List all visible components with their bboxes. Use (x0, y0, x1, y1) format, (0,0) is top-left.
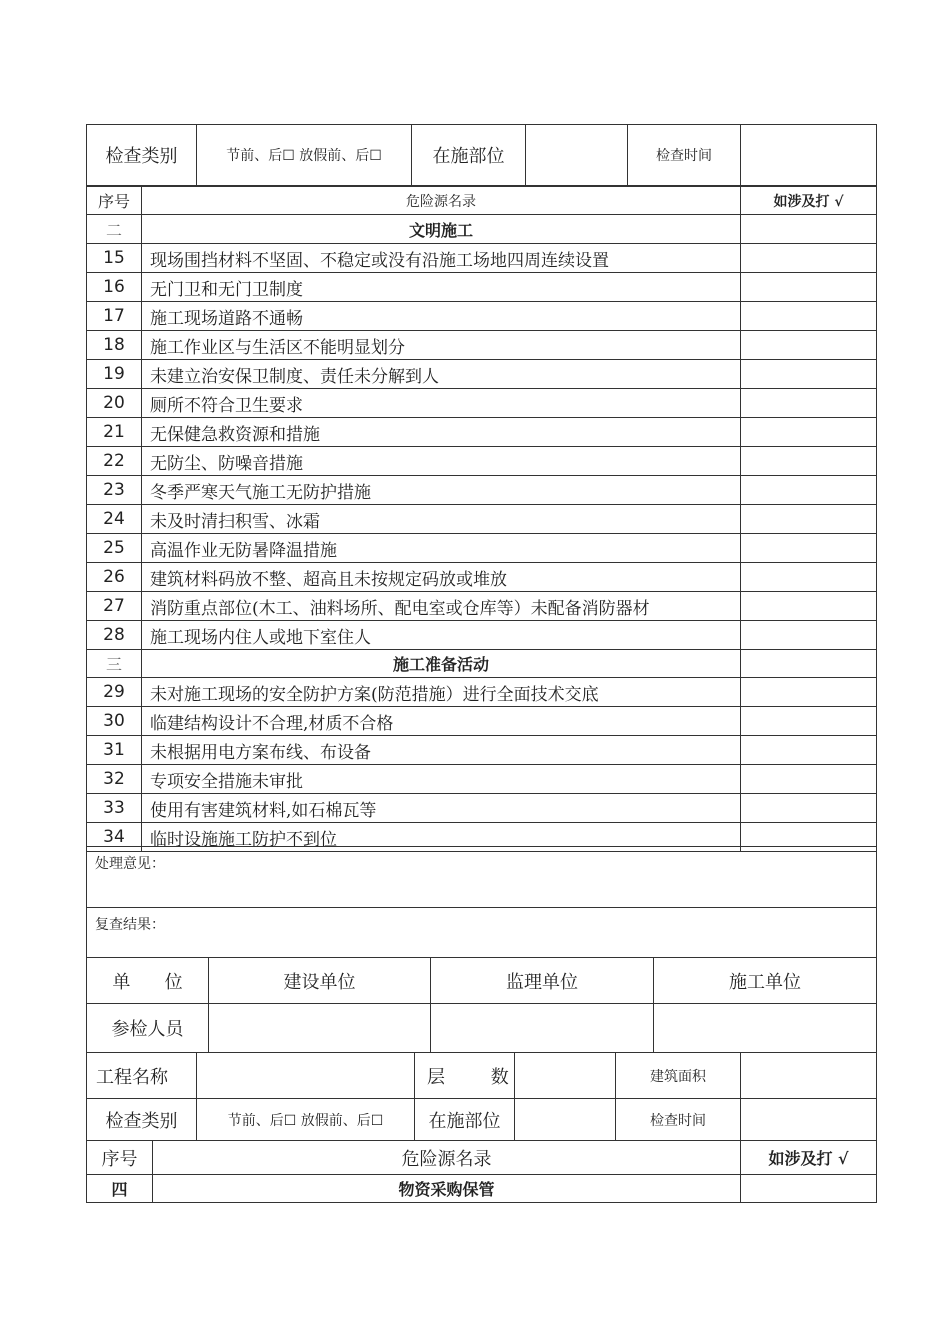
location-field[interactable] (515, 1099, 616, 1141)
hazard-number: 18 (87, 331, 142, 360)
hazard-description: 建筑材料码放不整、超高且未按规定码放或堆放 (142, 563, 741, 592)
review-field[interactable] (87, 908, 877, 958)
mark-cell[interactable] (741, 447, 877, 476)
owner-unit: 建设单位 (209, 958, 431, 1004)
unit-label: 单 位 (87, 958, 209, 1004)
contractor-participants-field[interactable] (654, 1004, 877, 1053)
mark-cell[interactable] (741, 273, 877, 302)
hazard-number: 20 (87, 389, 142, 418)
hazard-row (87, 505, 877, 534)
hazard-row (87, 244, 877, 273)
hazard-description: 施工现场内住人或地下室住人 (142, 621, 741, 650)
owner-participants-field[interactable] (209, 1004, 431, 1053)
mark-cell[interactable] (741, 418, 877, 447)
hazard-list-table (86, 186, 877, 852)
participants-label: 参检人员 (87, 1004, 209, 1053)
hazard-row (87, 389, 877, 418)
mark-cell[interactable] (741, 476, 877, 505)
mark-cell[interactable] (741, 707, 877, 736)
hazard-description: 施工现场道路不通畅 (142, 302, 741, 331)
mark-cell[interactable] (741, 331, 877, 360)
mark-cell[interactable] (741, 215, 877, 244)
location-label: 在施部位 (415, 1099, 515, 1141)
mark-cell[interactable] (741, 592, 877, 621)
hazard-row (87, 563, 877, 592)
hazard-description: 现场围挡材料不坚固、不稳定或没有沿施工场地四周连续设置 (142, 244, 741, 273)
seq-header: 序号 (87, 1141, 153, 1175)
section-title: 施工准备活动 (142, 650, 741, 678)
hazard-number: 33 (87, 794, 142, 823)
hazard-description: 临时设施施工防护不到位 (142, 823, 741, 852)
mark-cell[interactable] (741, 534, 877, 563)
hazard-number: 27 (87, 592, 142, 621)
hazard-number: 28 (87, 621, 142, 650)
hazard-row (87, 736, 877, 765)
mark-cell[interactable] (741, 244, 877, 273)
hazard-number: 26 (87, 563, 142, 592)
opinion-table (86, 846, 877, 958)
mark-cell[interactable] (741, 765, 877, 794)
hazard-number: 30 (87, 707, 142, 736)
check-type-label: 检查类别 (87, 125, 197, 186)
hazard-description: 未建立治安保卫制度、责任未分解到人 (142, 360, 741, 389)
hazard-number: 17 (87, 302, 142, 331)
inspection-header-table (86, 124, 877, 186)
hazard-row (87, 331, 877, 360)
hazard-row (87, 418, 877, 447)
mark-cell[interactable] (741, 505, 877, 534)
hazard-number: 22 (87, 447, 142, 476)
project-name-label: 工程名称 (87, 1053, 197, 1099)
hazard-row (87, 707, 877, 736)
floors-field[interactable] (515, 1053, 616, 1099)
seq-header: 序号 (87, 187, 142, 215)
hazard-number: 24 (87, 505, 142, 534)
project-header-table (86, 1052, 877, 1141)
hazard-description: 高温作业无防暑降温措施 (142, 534, 741, 563)
project-name-field[interactable] (197, 1053, 415, 1099)
check-time-label: 检查时间 (628, 125, 741, 186)
hazard-row (87, 447, 877, 476)
check-time-field[interactable] (741, 125, 877, 186)
check-type-options[interactable]: 节前、后☐ 放假前、后☐ (197, 125, 412, 186)
floors-label: 层 数 (415, 1053, 515, 1099)
hazard-row (87, 765, 877, 794)
mark-cell[interactable] (741, 360, 877, 389)
hazard-description: 未及时清扫积雪、冰霜 (142, 505, 741, 534)
hazard-description: 未根据用电方案布线、布设备 (142, 736, 741, 765)
mark-header: 如涉及打 √ (741, 187, 877, 215)
hazard-number: 25 (87, 534, 142, 563)
section-number: 二 (87, 215, 142, 244)
units-table (86, 957, 877, 1053)
hazard-row (87, 592, 877, 621)
hazard-row (87, 273, 877, 302)
hazard-number: 31 (87, 736, 142, 765)
mark-header: 如涉及打 √ (741, 1141, 877, 1175)
hazard-description: 施工作业区与生活区不能明显划分 (142, 331, 741, 360)
mark-cell[interactable] (741, 389, 877, 418)
mark-cell[interactable] (741, 794, 877, 823)
hazard-number: 34 (87, 823, 142, 852)
section-title: 文明施工 (142, 215, 741, 244)
check-type-options[interactable]: 节前、后☐ 放假前、后☐ (197, 1099, 415, 1141)
hazard-description: 使用有害建筑材料,如石棉瓦等 (142, 794, 741, 823)
mark-cell[interactable] (741, 302, 877, 331)
section-number: 三 (87, 650, 142, 678)
mark-cell[interactable] (741, 736, 877, 765)
hazard-description: 消防重点部位(木工、油料场所、配电室或仓库等）未配备消防器材 (142, 592, 741, 621)
check-type-label: 检查类别 (87, 1099, 197, 1141)
mark-cell[interactable] (741, 1175, 877, 1203)
mark-cell[interactable] (741, 650, 877, 678)
check-time-label: 检查时间 (616, 1099, 741, 1141)
supervisor-unit: 监理单位 (431, 958, 654, 1004)
hazard-row (87, 678, 877, 707)
hazard-number: 19 (87, 360, 142, 389)
hazard-number: 16 (87, 273, 142, 302)
hazard-row (87, 794, 877, 823)
location-label: 在施部位 (412, 125, 526, 186)
hazard-row (87, 621, 877, 650)
hazard-row (87, 476, 877, 505)
hazard-description: 无防尘、防噪音措施 (142, 447, 741, 476)
area-field[interactable] (741, 1053, 877, 1099)
opinion-label: 处理意见： (95, 856, 165, 872)
opinion-field[interactable] (87, 847, 877, 908)
contractor-unit: 施工单位 (654, 958, 877, 1004)
mark-cell[interactable] (741, 563, 877, 592)
hazard-row (87, 360, 877, 389)
hazard-number: 15 (87, 244, 142, 273)
review-label: 复查结果： (95, 917, 165, 933)
section-number: 四 (87, 1175, 153, 1203)
hazard-row (87, 534, 877, 563)
hazard-description: 冬季严寒天气施工无防护措施 (142, 476, 741, 505)
hazard-number: 23 (87, 476, 142, 505)
hazard-description: 厕所不符合卫生要求 (142, 389, 741, 418)
hazard-number: 29 (87, 678, 142, 707)
hazard-description: 专项安全措施未审批 (142, 765, 741, 794)
section-title: 物资采购保管 (153, 1175, 741, 1203)
hazard-description: 无门卫和无门卫制度 (142, 273, 741, 302)
hazard-description: 未对施工现场的安全防护方案(防范措施）进行全面技术交底 (142, 678, 741, 707)
hazard-number: 21 (87, 418, 142, 447)
hazard-description: 无保健急救资源和措施 (142, 418, 741, 447)
mark-cell[interactable] (741, 678, 877, 707)
hazard-row (87, 302, 877, 331)
mark-cell[interactable] (741, 621, 877, 650)
area-label: 建筑面积 (616, 1053, 741, 1099)
supervisor-participants-field[interactable] (431, 1004, 654, 1053)
check-time-field[interactable] (741, 1099, 877, 1141)
hazard-name-header: 危险源名录 (142, 187, 741, 215)
hazard-description: 临建结构设计不合理,材质不合格 (142, 707, 741, 736)
hazard-name-header: 危险源名录 (153, 1141, 741, 1175)
hazard-number: 32 (87, 765, 142, 794)
hazard-list-table-2 (86, 1140, 877, 1203)
location-field[interactable] (526, 125, 628, 186)
